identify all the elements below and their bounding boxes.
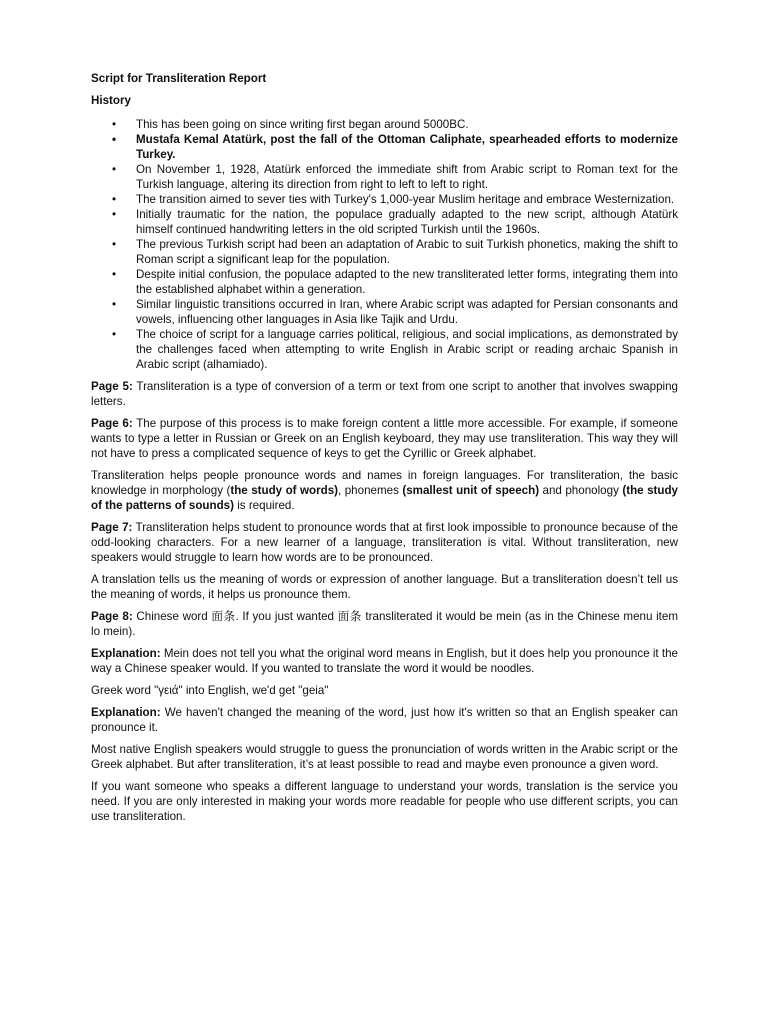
page-7-text: Transliteration helps student to pronounce words that at first look impossible to pronounce because of the odd-looking characters. For a new learner of a language, transliteration is vital. Without transliteration, new speakers would struggle to learn how words are to be pronounced. <box>91 521 678 564</box>
page-6-paragraph <box>91 416 678 461</box>
page-5-paragraph <box>91 379 678 409</box>
list-item <box>91 297 678 327</box>
page-8-paragraph <box>91 609 678 639</box>
bullet-icon: • <box>112 133 117 146</box>
explanation-label: Explanation: <box>91 647 161 660</box>
greek-example-paragraph: Greek word "γειά" into English, we'd get "geia" <box>91 684 329 697</box>
pronunciation-text-2: , phonemes <box>338 484 403 497</box>
page-5-label: Page 5: <box>91 380 133 393</box>
pronunciation-paragraph <box>91 468 678 513</box>
bullet-icon: • <box>112 118 117 131</box>
history-heading: History <box>91 94 131 107</box>
document-title: Script for Transliteration Report <box>91 72 267 85</box>
list-item-text: Similar linguistic transitions occurred in Iran, where Arabic script was adapted for Persian consonants and vowels, influencing other languages in Asia like Tajik and Urdu. <box>136 298 678 326</box>
list-item-text: Mustafa Kemal Atatürk, post the fall of the Ottoman Caliphate, spearheaded efforts to modernize Turkey. <box>136 133 678 161</box>
explanation-paragraph-2 <box>91 705 678 735</box>
bullet-icon: • <box>112 268 117 281</box>
explanation-text: Mein does not tell you what the original word means in English, but it does help you pronounce it the way a Chinese speaker would. If you wanted to translate the word it would be noodles. <box>91 647 678 675</box>
list-item-text: Initially traumatic for the nation, the populace gradually adapted to the new script, although Atatürk himself continued handwriting letters in the old scripted Turkish until the 1960s. <box>136 208 678 236</box>
list-item-text: The previous Turkish script had been an adaptation of Arabic to suit Turkish phonetics, making the shift to Roman script a significant leap for the population. <box>136 238 678 266</box>
list-item <box>91 132 678 162</box>
list-item <box>91 327 678 372</box>
list-item-text: On November 1, 1928, Atatürk enforced the immediate shift from Arabic script to Roman text for the Turkish language, altering its direction from right to left to left to right. <box>136 163 678 191</box>
document-body <box>91 71 678 831</box>
page-5-text: Transliteration is a type of conversion of a term or text from one script to another that involves swapping letters. <box>91 380 679 408</box>
page-8-text: Chinese word 面条. If you just wanted 面条 transliterated it would be mein (as in the Chinese menu item lo mein). <box>91 610 678 638</box>
pronunciation-text-4: is required. <box>234 499 295 512</box>
bullet-icon: • <box>112 238 117 251</box>
page-8-label: Page 8: <box>91 610 133 623</box>
phoneme-definition: (smallest unit of speech) <box>402 484 540 497</box>
pronunciation-text-3: and phonology <box>539 484 623 497</box>
list-item <box>91 207 678 237</box>
page-6-label: Page 6: <box>91 417 133 430</box>
native-speakers-paragraph: Most native English speakers would struggle to guess the pronunciation of words written in the Arabic script or the Greek alphabet. But after transliteration, it’s at least possible to read and maybe even pronounce a given word. <box>91 743 678 771</box>
list-item <box>91 117 678 132</box>
translation-paragraph: A translation tells us the meaning of words or expression of another language. But a transliteration doesn’t tell us the meaning of words, it helps us pronounce them. <box>91 573 678 601</box>
list-item-text: This has been going on since writing first began around 5000BC. <box>136 118 469 131</box>
page-7-paragraph <box>91 520 678 565</box>
list-item <box>91 162 678 192</box>
list-item-text: Despite initial confusion, the populace adapted to the new transliterated letter forms, integrating them into the established alphabet within a generation. <box>136 268 678 296</box>
page-7-label: Page 7: <box>91 521 133 534</box>
closing-paragraph: If you want someone who speaks a different language to understand your words, translation is the service you need. If you are only interested in making your words more readable for people who use different scripts, you can use transliteration. <box>91 780 678 823</box>
bullet-icon: • <box>112 163 117 176</box>
explanation-text: We haven't changed the meaning of the word, just how it's written so that an English speaker can pronounce it. <box>91 706 678 734</box>
list-item-text: The transition aimed to sever ties with Turkey's 1,000-year Muslim heritage and embrace Westernization. <box>136 193 675 206</box>
phonology-definition: (the study of the patterns of sounds) <box>91 484 679 512</box>
list-item <box>91 192 678 207</box>
bullet-icon: • <box>112 193 117 206</box>
list-item-text: The choice of script for a language carries political, religious, and social implications, as demonstrated by the challenges faced when attempting to write English in Arabic script or reading archaic Spanish in Arabic script (alhamiado). <box>136 328 678 371</box>
page-6-text: The purpose of this process is to make foreign content a little more accessible. For example, if someone wants to type a letter in Russian or Greek on an English keyboard, they may use transliteration. This way they will not have to press a complicated sequence of keys to get the Cyrillic or Greek alphabet. <box>91 417 678 460</box>
list-item <box>91 237 678 267</box>
morphology-definition: the study of words) <box>230 484 339 497</box>
list-item <box>91 267 678 297</box>
history-bullet-list <box>91 117 678 372</box>
explanation-label: Explanation: <box>91 706 161 719</box>
explanation-paragraph-1 <box>91 646 678 676</box>
bullet-icon: • <box>112 298 117 311</box>
bullet-icon: • <box>112 328 117 341</box>
bullet-icon: • <box>112 208 117 221</box>
pronunciation-text-1: Transliteration helps people pronounce words and names in foreign languages. For transliteration, the basic knowledge in morphology ( <box>91 469 678 497</box>
